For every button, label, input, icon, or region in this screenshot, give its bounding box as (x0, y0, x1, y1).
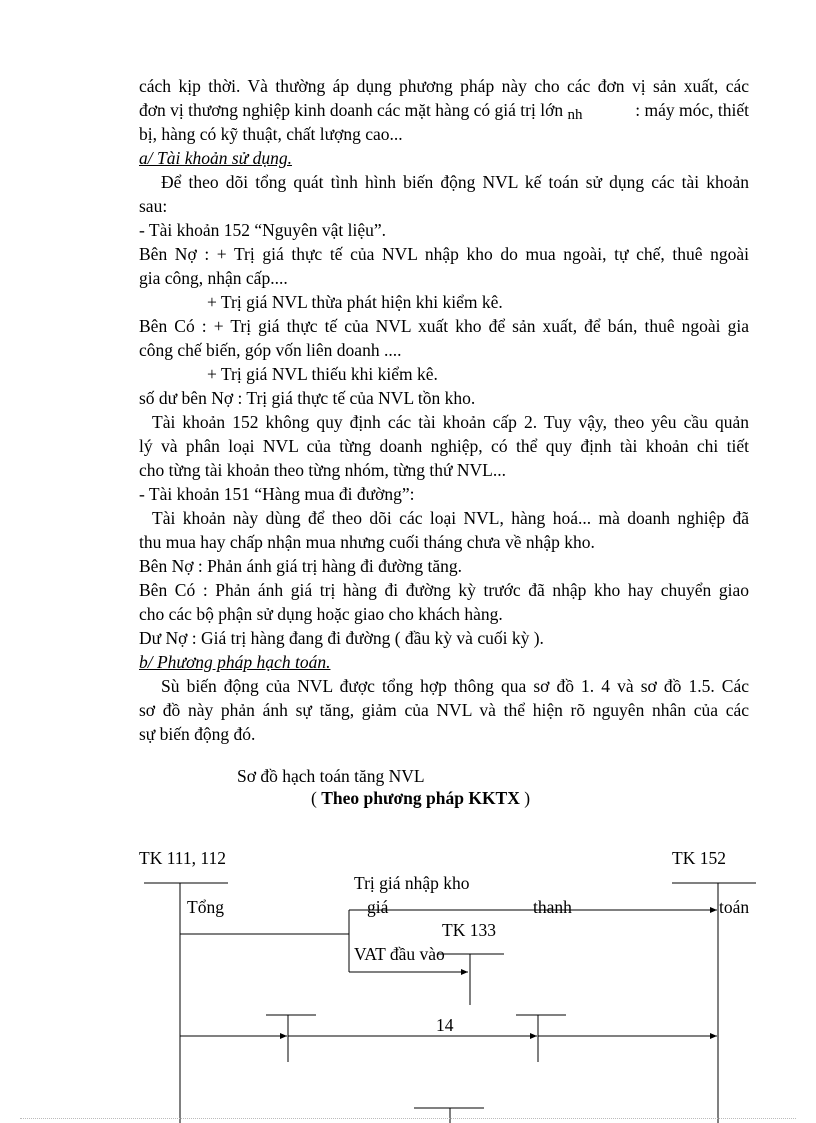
paragraph-5-line-2: sơ đồ này phản ánh sự tăng, giảm của NVL và thể hiện rõ nguyên nhân của các (139, 700, 749, 720)
label-toan: toán (719, 897, 750, 917)
paragraph-1-line-3: bị, hàng có kỹ thuật, chất lượng cao... (139, 124, 403, 144)
balance-151-line: Dư Nợ : Giá trị hàng đang đi đường ( đầu kỳ và cuối kỳ ). (139, 628, 544, 648)
debit-line-1: Bên Nợ : + Trị giá thực tế của NVL nhập kho do mua ngoài, tự chế, thuê ngoài (139, 244, 749, 264)
paragraph-3-line-2: lý và phân loại NVL của từng doanh nghiệp, có thể quy định tài khoản chi tiết (139, 436, 749, 456)
credit-line-2: công chế biến, góp vốn liên doanh .... (139, 340, 402, 360)
label-tri-gia-nhap-kho: Trị giá nhập kho (354, 873, 470, 893)
paragraph-4-line-2: thu mua hay chấp nhận mua nhưng cuối tháng chưa về nhập kho. (139, 532, 595, 552)
paragraph-4-line-1: Tài khoản này dùng để theo dõi các loại NVL, hàng hoá... mà doanh nghiệp đã (152, 508, 749, 528)
paragraph-1-line-1: cách kịp thời. Và thường áp dụng phương pháp này cho các đơn vị sản xuất, các (139, 76, 749, 96)
paragraph-3-line-1: Tài khoản 152 không quy định các tài khoản cấp 2. Tuy vậy, theo yêu cầu quản (152, 412, 749, 432)
paragraph-5-line-1: Sù biến động của NVL được tổng hợp thông qua sơ đồ 1. 4 và sơ đồ 1.5. Các (161, 676, 749, 696)
label-tk-111-112: TK 111, 112 (139, 848, 227, 868)
credit-line-3: + Trị giá NVL thiếu khi kiểm kê. (207, 364, 438, 384)
paragraph-2-line-2: sau: (139, 196, 168, 216)
credit-151-line-1: Bên Có : Phản ánh giá trị hàng đi đường kỳ trước đã nhập kho hay chuyển giao (139, 580, 749, 600)
label-gia: giá (367, 897, 389, 917)
label-vat-dau-vao: VAT đầu vào (354, 944, 445, 964)
label-tk-152: TK 152 (672, 848, 726, 868)
debit-line-3: + Trị giá NVL thừa phát hiện khi kiểm kê. (207, 292, 503, 312)
diagram-title: Sơ đồ hạch toán tăng NVL (237, 766, 425, 786)
credit-line-1: Bên Có : + Trị giá thực tế của NVL xuất kho để sản xuất, để bán, thuê ngoài gia (139, 316, 749, 336)
debit-151-line: Bên Nợ : Phản ánh giá trị hàng đi đường tăng. (139, 556, 463, 576)
account-152-heading: - Tài khoản 152 “Nguyên vật liệu”. (139, 220, 387, 240)
label-tk-133: TK 133 (442, 920, 496, 940)
diagram-subtitle: ( Theo phương pháp KKTX ) (311, 788, 531, 808)
account-151-heading: - Tài khoản 151 “Hàng mua đi đường”: (139, 484, 415, 504)
paragraph-5-line-3: sự biến động đó. (139, 724, 256, 744)
paragraph-1-line-2-text: đơn vị thương nghiệp kinh doanh các mặt hàng có giá trị lớn nh (139, 100, 583, 123)
debit-line-2: gia công, nhận cấp.... (139, 268, 288, 288)
label-14: 14 (436, 1015, 454, 1035)
paragraph-1-line-2-end: : máy móc, thiết (635, 100, 749, 120)
credit-151-line-2: cho các bộ phận sử dụng hoặc giao cho khách hàng. (139, 604, 503, 624)
balance-line: số dư bên Nợ : Trị giá thực tế của NVL tồn kho. (139, 388, 476, 408)
label-thanh: thanh (533, 897, 572, 917)
paragraph-3-line-3: cho từng tài khoản theo từng nhóm, từng thứ NVL... (139, 460, 506, 480)
page-bottom-dotted-rule (20, 1118, 796, 1119)
paragraph-2-line-1: Để theo dõi tổng quát tình hình biến động NVL kế toán sử dụng các tài khoản (161, 172, 749, 192)
section-a-heading: a/ Tài khoản sử dụng. (139, 148, 292, 168)
section-b-heading: b/ Phương pháp hạch toán. (139, 652, 331, 672)
label-tong: Tổng (187, 897, 224, 917)
